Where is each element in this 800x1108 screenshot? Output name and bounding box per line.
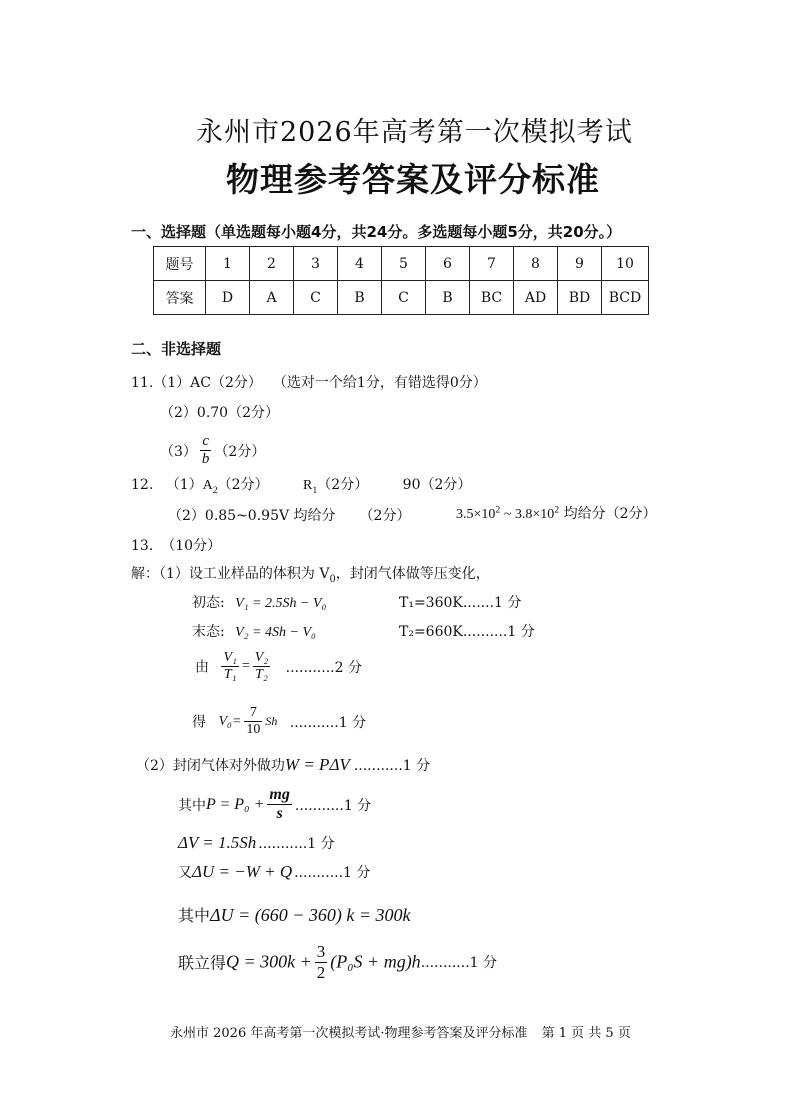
- fraction: [315, 942, 328, 982]
- q12-c: 90（2分）: [402, 477, 472, 493]
- question-number: 7: [470, 247, 514, 281]
- q12-part2: [168, 505, 410, 525]
- question-number: 1: [206, 247, 250, 281]
- q12-a-score: （2分）: [217, 477, 269, 493]
- q11-p1-note: （选对一个给1分，有错选得0分）: [279, 375, 487, 391]
- question-number: 4: [338, 247, 382, 281]
- fraction-numerator: V₁: [221, 650, 238, 667]
- p2-line: （2）封闭气体对外做功: [136, 758, 285, 774]
- question-number: 2: [250, 247, 294, 281]
- initial-state: [192, 592, 326, 612]
- q12-exp-a: 2: [495, 504, 501, 516]
- q11-p1: （1）AC（2分）: [153, 375, 262, 391]
- fraction-numerator: V₂: [253, 650, 270, 667]
- q12-p2: （2）0.85~0.95V 均给分: [168, 508, 336, 524]
- q12-a-sub: 2: [212, 484, 218, 496]
- q11-number: 11.: [131, 375, 154, 391]
- fraction-numerator: c: [200, 433, 212, 451]
- fraction-denominator: b: [201, 451, 210, 468]
- p2-expr: W = PΔV: [284, 755, 350, 774]
- page-number: 第 1 页 共 5 页: [541, 1026, 631, 1041]
- q12-tail: 均给分（2分）: [559, 506, 657, 522]
- q12-part1: [131, 474, 471, 496]
- by-label: 由: [195, 659, 209, 676]
- pressure-equation: [178, 786, 371, 824]
- p-score: ...........1 分: [294, 797, 372, 814]
- question-number: 5: [382, 247, 426, 281]
- question-number: 3: [294, 247, 338, 281]
- q11-part1: [131, 372, 487, 392]
- fraction-denominator: T₂: [255, 667, 268, 683]
- get-score: ...........1 分: [289, 714, 367, 731]
- q13-intro-tail: ，封闭气体做等压变化，: [335, 566, 490, 582]
- q12-tilde: ~: [500, 507, 515, 522]
- answer-cell: BCD: [602, 281, 649, 315]
- q12-r-score: （2分）: [317, 477, 369, 493]
- page-title: 物理参考答案及评分标准: [226, 160, 600, 199]
- q-score: ...........1 分: [420, 955, 497, 972]
- du-label: 又: [178, 865, 192, 881]
- by-score: ...........2 分: [285, 659, 362, 676]
- q13-intro-sub: 0: [329, 573, 336, 585]
- exam-title: 永州市2026年高考第一次模拟考试: [196, 117, 633, 148]
- answer-cell: BD: [558, 281, 602, 315]
- question-number: 8: [514, 247, 558, 281]
- v0-result: [192, 705, 366, 738]
- p2-score: ...........1 分: [353, 758, 431, 774]
- du2-equation: [178, 903, 411, 926]
- section2-heading: 二、非选择题: [131, 340, 222, 358]
- footer-text: 永州市 2026 年高考第一次模拟考试·物理参考答案及评分标准: [170, 1026, 528, 1041]
- answer-cell: B: [426, 281, 470, 315]
- q13-header: [131, 535, 221, 555]
- answer-cell: AD: [514, 281, 558, 315]
- q11-p3-label: （3）: [160, 443, 197, 460]
- q13-intro-text: 解：（1）设工业样品的体积为 V: [131, 566, 330, 582]
- final-label: 末态:: [192, 624, 225, 640]
- get-sh: Sh: [265, 714, 278, 729]
- du-expr: ΔU = −W + Q: [192, 862, 293, 881]
- answer-cell: B: [338, 281, 382, 315]
- fraction-denominator: 2: [316, 962, 326, 982]
- q12-p2-score: （2分）: [359, 508, 411, 524]
- final-state: [192, 621, 316, 641]
- init-label: 初态:: [192, 595, 225, 611]
- fraction-denominator: 10: [246, 722, 261, 738]
- q-equation: [178, 942, 497, 982]
- q11-part3: [160, 433, 265, 469]
- fraction: [267, 786, 291, 824]
- fraction-numerator: 7: [244, 705, 262, 722]
- q12-r: R: [303, 478, 313, 493]
- answer-cell: C: [294, 281, 338, 315]
- section1-heading: 一、选择题（单选题每小题4分，共24分。多选题每小题5分，共20分。）: [131, 223, 622, 241]
- table-row-label: 题号: [154, 247, 206, 281]
- fraction-numerator: mg: [267, 786, 291, 805]
- table-row: [154, 281, 649, 315]
- dv-expr: ΔV = 1.5Sh: [178, 833, 257, 852]
- q-expr: Q = 300k +: [226, 951, 312, 972]
- q11-p2: （2）0.70（2分）: [160, 405, 279, 421]
- question-number: 9: [558, 247, 602, 281]
- answer-cell: A: [250, 281, 294, 315]
- q12-range-b: 3.8×10: [514, 507, 555, 522]
- work-equation: [136, 755, 430, 775]
- equals-sign: =: [241, 658, 250, 674]
- du2-expr: ΔU = (660 − 360) k = 300k: [210, 905, 411, 925]
- answer-cell: D: [206, 281, 250, 315]
- table-row: [154, 247, 649, 281]
- dv-equation: [178, 833, 335, 853]
- get-v0: V₀=: [218, 713, 242, 729]
- table-row-label: 答案: [154, 281, 206, 315]
- fraction-denominator: s: [276, 805, 283, 823]
- q13-number: 13.: [131, 538, 154, 554]
- get-label: 得: [192, 714, 206, 731]
- init-temp: T₁=360K.......1 分: [399, 595, 522, 611]
- question-number: 6: [426, 247, 470, 281]
- final-temp: T₂=660K..........1 分: [399, 624, 535, 640]
- init-expr: V₁ = 2.5Sh − V₀: [235, 596, 327, 611]
- answer-cell: BC: [470, 281, 514, 315]
- question-number: 10: [602, 247, 649, 281]
- final-expr: V₂ = 4Sh − V₀: [235, 625, 316, 640]
- dv-score: ...........1 分: [258, 836, 335, 852]
- fraction: [200, 433, 212, 469]
- du2-label: 其中: [178, 906, 211, 925]
- fraction-numerator: 3: [316, 942, 326, 961]
- q12-range-a: 3.5×10: [456, 507, 496, 522]
- q13-score: （10分）: [161, 538, 222, 554]
- q13-intro: [131, 563, 490, 585]
- q12-r-sub: 1: [312, 484, 318, 496]
- fraction: [221, 650, 238, 683]
- p-label: 其中: [178, 797, 206, 814]
- fraction: [244, 705, 262, 738]
- q12-range: [456, 503, 657, 523]
- q12-a: A: [202, 478, 213, 493]
- answer-cell: C: [382, 281, 426, 315]
- q12-p1-label: （1）: [165, 477, 203, 493]
- du-score: ...........1 分: [294, 865, 371, 881]
- fraction: [253, 650, 270, 683]
- answer-table: [153, 246, 649, 315]
- ratio-equation: [195, 650, 362, 683]
- page-footer: [170, 1022, 631, 1041]
- q-tail: (P₀S + mg)h: [330, 951, 421, 972]
- fraction-denominator: T₁: [223, 667, 237, 683]
- q11-p3-score: （2分）: [214, 443, 266, 460]
- du-equation: [178, 862, 370, 882]
- q-label: 联立得: [178, 953, 227, 973]
- q12-number: 12.: [131, 477, 154, 493]
- p-expr: P = P₀ +: [206, 795, 265, 813]
- q12-exp-b: 2: [554, 504, 560, 516]
